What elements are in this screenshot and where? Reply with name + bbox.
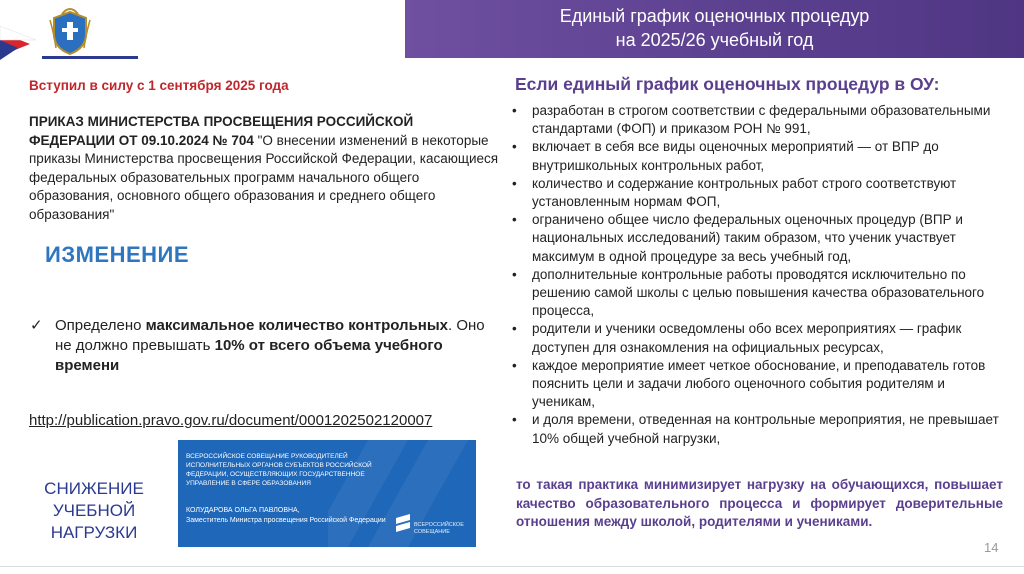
card-heading: ВСЕРОССИЙСКОЕ СОВЕЩАНИЕ РУКОВОДИТЕЛЕЙ ИСПОЛНИТЕЛЬНЫХ ОРГАНОВ СУБЪЕКТОВ РОССИЙСКОЙ ФЕДЕРАЦИИ, ОСУЩЕСТВЛЯЮЩИХ ГОСУДАРСТВЕННОЕ УПРАВЛЕНИЕ В СФЕРЕ ОБРАЗОВАНИЯ [186,453,372,487]
footer-divider [0,566,1024,567]
document-link[interactable]: http://publication.pravo.gov.ru/document/0001202502120007 [29,412,433,429]
conditions-heading: Если единый график оценочных процедур в ОУ: [515,74,940,94]
order-text [29,113,499,224]
change-heading: ИЗМЕНЕНИЕ [45,242,190,267]
list-item: • дополнительные контрольные работы проводятся исключительно по решению самой школы с целью повышения качества образовательного процесса, [510,266,1000,321]
title-banner [405,0,1024,58]
conclusion-text: то такая практика минимизирует нагрузку на обучающихся, повышает качество образовательного процесса и формирует доверительные отношения между школой, родителями и учениками. [516,477,1003,529]
change-text-bold: максимальное количество контрольных [145,317,449,334]
change-text-part: Определено [55,317,146,334]
checkmark-icon: ✓ [30,317,43,334]
load-reduction-label: СНИЖЕНИЕ УЧЕБНОЙ НАГРУЗКИ [44,479,144,542]
list-item: • включает в себя все виды оценочных мероприятий — от ВПР до внутришкольных контрольных работ, [510,138,1000,174]
flag-decoration-icon [0,10,44,68]
order-description: "О внесении изменений в некоторые приказы Министерства просвещения Российской Федерации, касающиеся федеральных образовательных программ начального общего образования, основного общего образования и среднего общего образования" [29,132,499,222]
speaker-position: Заместитель Министра просвещения Российской Федерации [186,516,386,524]
change-text-part: . Оно не должно превышать [55,317,485,354]
list-item: • и доля времени, отведенная на контрольные мероприятия, не превышает 10% общей учебной нагрузки, [510,411,1000,447]
speaker-name: КОЛУДАРОВА ОЛЬГА ПАВЛОВНА, [186,507,300,514]
effective-date: Вступил в силу с 1 сентября 2025 года [29,78,289,93]
header-divider [42,56,138,59]
slide-subtitle: на 2025/26 учебный год [615,30,814,50]
list-item: • количество и содержание контрольных работ строго соответствуют установленным нормам ФОП, [510,175,1000,211]
list-item: • родители и ученики осведомлены обо всех мероприятиях — график доступен для ознакомления на официальных ресурсах, [510,320,1000,356]
page-number: 14 [984,540,999,555]
logo-caption: ВСЕРОССИЙСКОЕ СОВЕЩАНИЕ [414,522,464,535]
change-text-bold: 10% от всего объема учебного времени [55,337,443,374]
card-speaker [186,506,386,525]
list-item: • ограничено общее число федеральных оценочных процедур (ВПР и национальных исследований) таким образом, что ученик участвует максимум в одной процедуре за весь учебный год, [510,211,1000,266]
coat-of-arms-emblem [48,4,92,56]
order-title: ПРИКАЗ МИНИСТЕРСТВА ПРОСВЕЩЕНИЯ РОССИЙСКОЙ ФЕДЕРАЦИИ ОТ 09.10.2024 № 704 [29,114,414,148]
conference-card-image [178,440,476,547]
conditions-list [510,102,1000,448]
list-item: • каждое мероприятие имеет четкое обоснование, и преподаватель готов пояснить цели и задачи любого оценочного события родителям и ученикам, [510,357,1000,412]
change-text [55,316,495,376]
slide-title: Единый график оценочных процедур [559,6,870,26]
list-item: • разработан в строгом соответствии с федеральными образовательными стандартами (ФОП) и приказом РОН № 991, [510,102,1000,138]
conference-logo-icon [392,512,414,534]
